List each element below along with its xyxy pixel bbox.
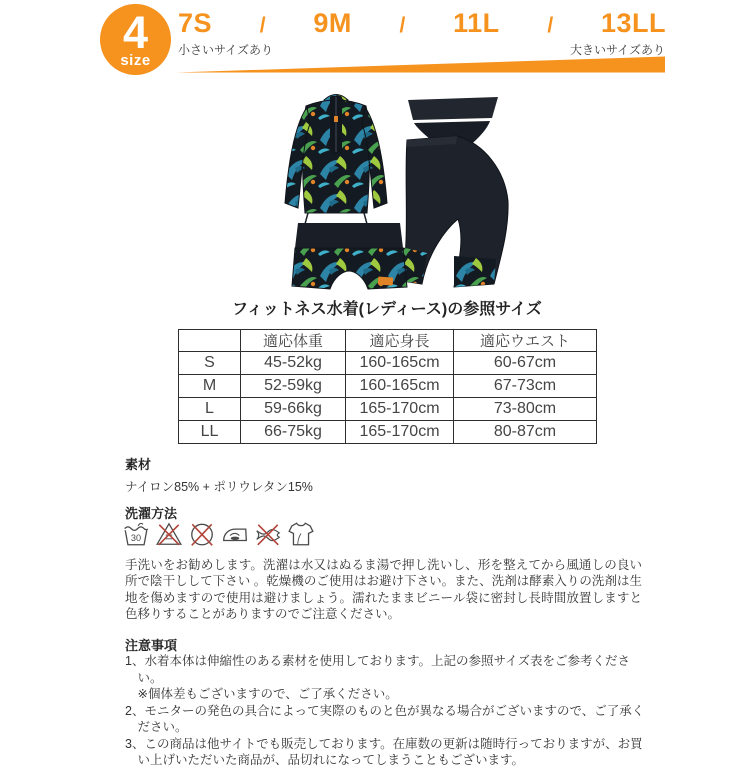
cell-size: L [179, 398, 241, 421]
hand-wash-30-icon [122, 520, 150, 548]
small-size-note: 小さいサイズあり [178, 43, 274, 57]
size-separator: / [399, 14, 406, 37]
cell-weight: 59-66kg [241, 398, 346, 421]
material-heading: 素材 [125, 457, 152, 472]
size-reference-table [178, 329, 597, 444]
care-icons-row [122, 520, 315, 548]
size-count-badge [100, 4, 171, 75]
cell-height: 160-165cm [346, 375, 454, 398]
cell-weight: 66-75kg [241, 421, 346, 444]
cell-weight: 45-52kg [241, 352, 346, 375]
leggings-graphic [401, 136, 508, 287]
size-count-number: 4 [122, 6, 149, 58]
table-row [179, 421, 597, 444]
size-options-row [178, 8, 666, 39]
cell-waist: 73-80cm [454, 398, 597, 421]
iron-icon [221, 520, 249, 548]
table-row [179, 375, 597, 398]
table-row [179, 398, 597, 421]
cell-waist: 60-67cm [454, 352, 597, 375]
size-scale-wedge [176, 56, 665, 74]
large-size-note: 大きいサイズあり [569, 43, 665, 57]
svg-text:30: 30 [130, 533, 142, 543]
size-separator: / [547, 14, 554, 37]
cell-waist: 80-87cm [454, 421, 597, 444]
table-row [179, 352, 597, 375]
note-number: 3、 [125, 736, 145, 751]
note-number: 1、 [125, 654, 145, 668]
size-option-9m: 9M [313, 8, 352, 38]
no-wring-icon [254, 520, 282, 548]
washing-description: 手洗いをお勧めします。洗濯は水又はぬるま湯で押し洗いし、形を整えてから風通しの良い所で陰干しして下さい 。乾燥機のご使用はお避け下さい。また、洗剤は酵素入りの洗剤は生地を傷めますので使用は避けましょう。濡れたままビニール袋に密封し長時間放置しますと色移りすることがありますのでご注意ください。 [125, 558, 642, 622]
size-count-label: size [120, 51, 151, 69]
product-image [250, 86, 512, 295]
rashguard-top-graphic [285, 95, 387, 225]
no-dry-clean-icon [188, 520, 216, 548]
cell-waist: 67-73cm [454, 375, 597, 398]
cell-height: 165-170cm [346, 398, 454, 421]
note-text: モニターの発色の具合によって実際のものと色が異なる場合がございますので、ご了承ください。 [137, 703, 645, 734]
col-header-waist: 適応ウエスト [454, 330, 597, 352]
washing-heading: 洗濯方法 [125, 506, 178, 521]
size-separator: / [259, 14, 266, 37]
size-option-7s: 7S [178, 8, 213, 38]
cell-weight: 52-59kg [241, 375, 346, 398]
note-text: この商品は他サイトでも販売しております。在庫数の更新は随時行っておりますが、お買い上げいただいた商品が、品切れになってしまうこともございます。 [137, 736, 643, 767]
cell-height: 165-170cm [346, 421, 454, 444]
note-item-3 [125, 736, 647, 769]
cell-size: S [179, 352, 241, 375]
col-header-height: 適応身長 [346, 330, 454, 352]
col-header-size [179, 330, 241, 352]
note-item-2 [125, 703, 647, 736]
note-number: 2、 [125, 703, 145, 718]
drip-dry-icon [287, 520, 315, 548]
col-header-weight: 適応体重 [241, 330, 346, 352]
note-item-1 [125, 653, 647, 703]
note-text: 水着本体は伸縮性のある素材を使用しております。上記の参照サイズ表をご参考ください。 [137, 654, 630, 685]
cell-height: 160-165cm [346, 352, 454, 375]
shorts-graphic [292, 223, 407, 289]
notes-list [125, 653, 647, 769]
no-bleach-icon [155, 520, 183, 548]
note-sub-text: ※個体差もございますので、ご了承ください。 [137, 687, 398, 701]
table-header-row [179, 330, 597, 352]
material-text: ナイロン85% + ポリウレタン15% [125, 480, 313, 494]
cell-size: LL [179, 421, 241, 444]
size-option-13ll: 13LL [600, 8, 666, 38]
size-option-11l: 11L [453, 8, 500, 38]
notes-heading: 注意事項 [125, 638, 178, 653]
size-table-title: フィットネス水着(レディース)の参照サイズ [232, 301, 542, 318]
cell-size: M [179, 375, 241, 398]
